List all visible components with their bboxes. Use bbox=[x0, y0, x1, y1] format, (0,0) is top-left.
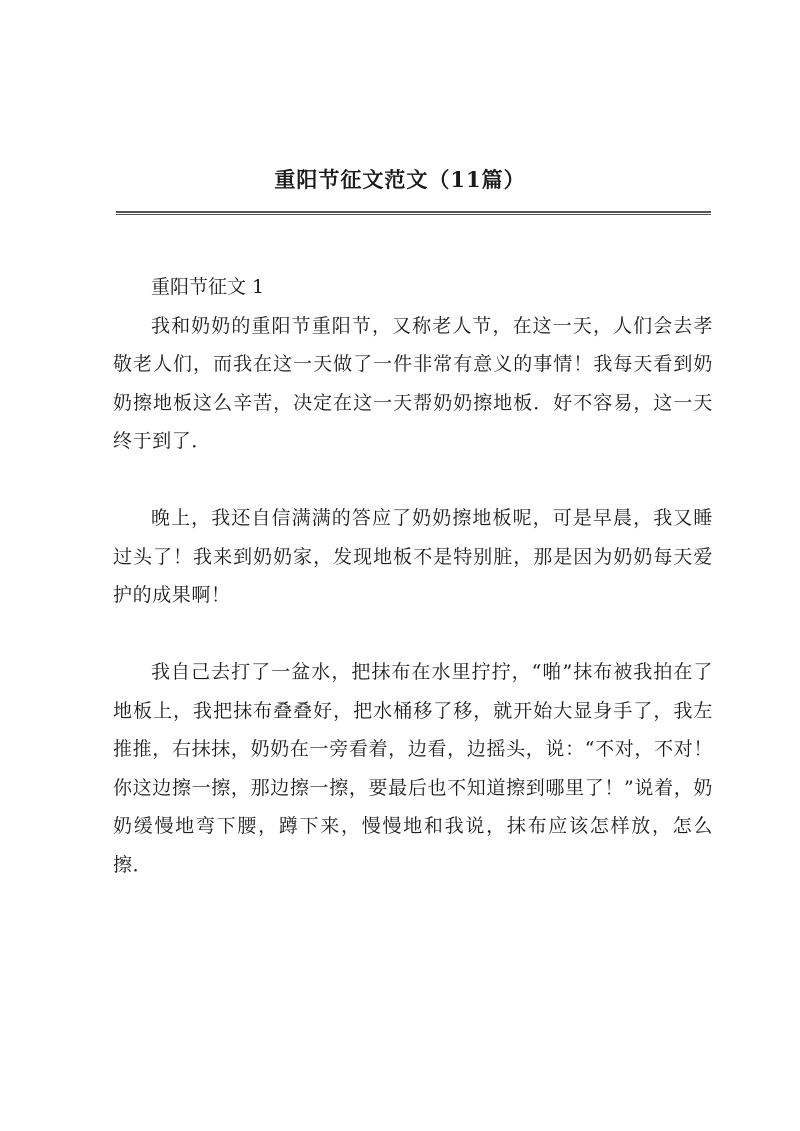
paragraph-1: 我和奶奶的重阳节重阳节，又称老人节，在这一天，人们会去孝敬老人们，而我在这一天做了一件非常有意义的事情！我每天看到奶奶擦地板这么辛苦，决定在这一天帮奶奶擦地板．好不容易，这一天终于到了． bbox=[113, 314, 713, 452]
paragraph-2: 晚上，我还自信满满的答应了奶奶擦地板呢，可是早晨，我又睡过头了！我来到奶奶家，发现地板不是特别脏，那是因为奶奶每天爱护的成果啊！ bbox=[113, 507, 713, 606]
section-heading: 重阳节征文 1 bbox=[151, 276, 265, 298]
document-title: 重阳节征文范文（11篇） bbox=[274, 167, 526, 192]
paragraph-3: 我自己去打了一盆水，把抹布在水里拧拧，“啪”抹布被我拍在了地板上，我把抹布叠叠好，把水桶移了移，就开始大显身手了，我左推推，右抹抹，奶奶在一旁看着，边看，边摇头，说：“不对，不对！你这边擦一擦，那边擦一擦，要最后也不知道擦到哪里了！”说着，奶奶缓慢地弯下腰，蹲下来，慢慢地和我说，抹布应该怎样放，怎么擦． bbox=[113, 661, 713, 876]
document-body bbox=[113, 268, 713, 923]
title-divider bbox=[116, 211, 711, 215]
